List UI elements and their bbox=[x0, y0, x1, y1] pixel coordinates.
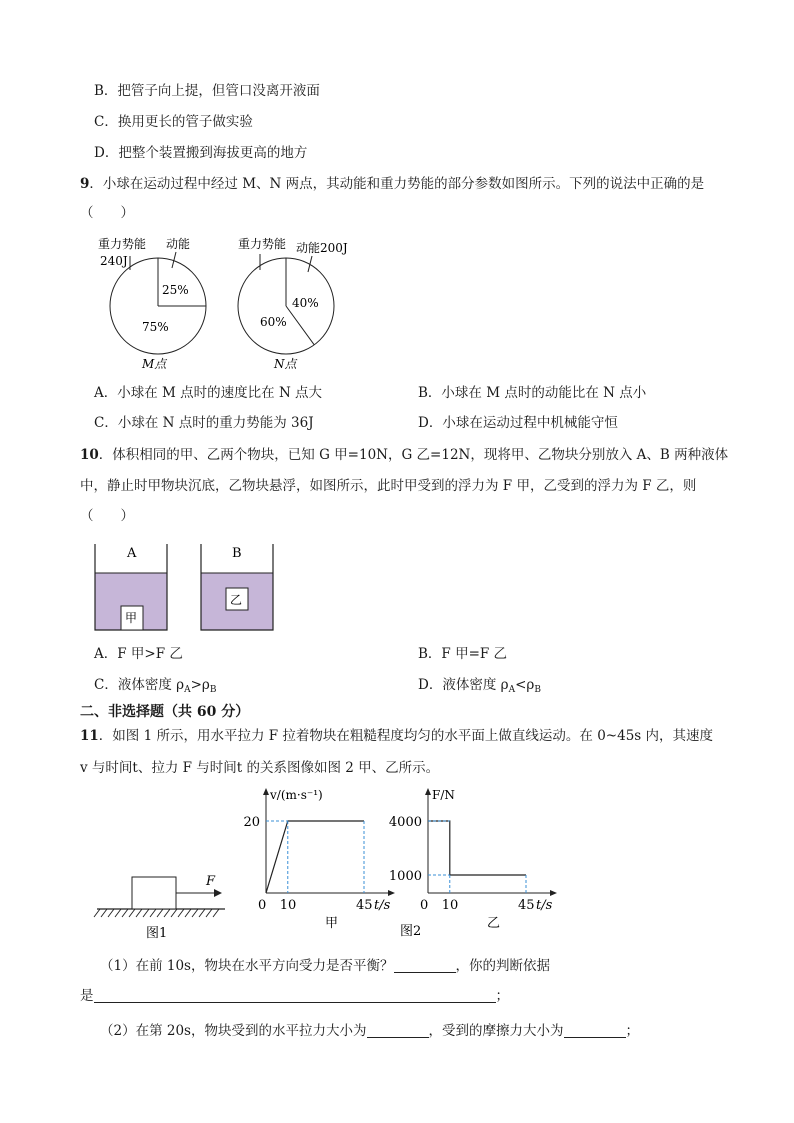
hatch-mark bbox=[171, 909, 177, 917]
q11-number: 11 bbox=[80, 728, 99, 744]
answer-blank-4[interactable] bbox=[564, 1023, 626, 1038]
force-label: F bbox=[206, 874, 216, 889]
q9-stem-text: ．小球在运动过程中经过 M、N 两点，其动能和重力势能的部分参数如图所示。下列的说法中正确的是 bbox=[89, 176, 705, 192]
pie-m-ke-pct: 25% bbox=[162, 283, 189, 297]
q11-line1 bbox=[80, 727, 713, 745]
hatch-mark bbox=[129, 909, 135, 917]
q10-option-b: B．F 甲=F 乙 bbox=[418, 646, 508, 662]
q11-fig2 bbox=[230, 785, 570, 947]
pie-n bbox=[238, 236, 348, 371]
hatch-mark bbox=[101, 909, 107, 917]
hatch-mark bbox=[164, 909, 170, 917]
hatch-mark bbox=[192, 909, 198, 917]
pie-m-ke-label: 动能 bbox=[166, 237, 191, 251]
section-heading: 二、非选择题（共 60 分） bbox=[80, 704, 250, 720]
q9-number: 9 bbox=[80, 176, 90, 192]
q9-pie-figure bbox=[90, 230, 370, 378]
hatch-mark bbox=[143, 909, 149, 917]
pie-m-ke-slice bbox=[158, 258, 206, 306]
q8-option-d: D．把整个装置搬到海拔更高的地方 bbox=[94, 145, 308, 161]
answer-blank-2[interactable] bbox=[94, 988, 496, 1003]
q10-line1-text: ．体积相同的甲、乙两个物块，已知 G 甲=10N，G 乙=12N，现将甲、乙物块分别放入 A、B 两种液体 bbox=[98, 447, 729, 463]
answer-blank-1[interactable] bbox=[394, 958, 456, 973]
ft-x-tick: 45 bbox=[518, 898, 535, 913]
q10-line1 bbox=[80, 446, 728, 464]
hatch-mark bbox=[136, 909, 142, 917]
hatch-mark bbox=[115, 909, 121, 917]
force-arrow-head bbox=[214, 889, 222, 897]
hatch-mark bbox=[122, 909, 128, 917]
beaker-a-label: A bbox=[127, 546, 137, 561]
q11-fig1 bbox=[92, 860, 232, 942]
pie-n-caption: N点 bbox=[274, 357, 297, 371]
fig1-caption: 图1 bbox=[146, 926, 168, 941]
vt-x-label: t/s bbox=[374, 898, 391, 913]
ground-hatch bbox=[94, 909, 219, 917]
q9-stem bbox=[80, 175, 704, 193]
beaker-b-label: B bbox=[232, 546, 242, 561]
hatch-mark bbox=[108, 909, 114, 917]
ft-x-tick: 0 bbox=[420, 898, 429, 913]
vt-y-tick: 20 bbox=[243, 815, 260, 830]
hatch-mark bbox=[157, 909, 163, 917]
vt-y-label: v/(m·s⁻¹) bbox=[270, 788, 323, 802]
vt-x-tick: 10 bbox=[279, 898, 297, 913]
q10-number: 10 bbox=[80, 447, 99, 463]
q10-beakers-figure bbox=[90, 540, 280, 632]
q9-option-b: B．小球在 M 点时的动能比在 N 点小 bbox=[418, 385, 647, 401]
block-yi-label: 乙 bbox=[230, 593, 243, 607]
hatch-mark bbox=[178, 909, 184, 917]
pie-m-pe-pct: 75% bbox=[142, 320, 169, 334]
pie-m bbox=[98, 236, 206, 371]
ft-series-line bbox=[428, 821, 526, 875]
ft-y-tick: 4000 bbox=[388, 815, 422, 830]
q9-option-a: A．小球在 M 点时的速度比在 N 点大 bbox=[94, 385, 323, 401]
hatch-mark bbox=[206, 909, 212, 917]
q11-sub2: （2）在第 20s，物块受到的水平拉力大小为 ，受到的摩擦力大小为 ； bbox=[100, 1023, 639, 1039]
block-jia-label: 甲 bbox=[125, 611, 138, 625]
pie-m-caption: M点 bbox=[142, 357, 167, 371]
q8-option-c: C．换用更长的管子做实验 bbox=[94, 114, 253, 130]
q8-option-b: B．把管子向上提，但管口没离开液面 bbox=[94, 83, 320, 99]
hatch-mark bbox=[94, 909, 100, 917]
q11-sub1-cont: 是 ； bbox=[80, 988, 509, 1004]
velocity-time-chart bbox=[243, 788, 392, 931]
q9-option-c: C．小球在 N 点时的重力势能为 36J bbox=[94, 415, 314, 431]
ft-title: 乙 bbox=[487, 916, 501, 931]
q10-option-d: D．液体密度 $\rho_A<\rho_B$ bbox=[418, 677, 541, 695]
hatch-mark bbox=[150, 909, 156, 917]
beaker-a bbox=[95, 544, 167, 630]
q11-line1-text: ．如图 1 所示，用水平拉力 F 拉着物块在粗糙程度均匀的水平面上做直线运动。在 0~45s 内，其速度 bbox=[98, 728, 714, 744]
q10-option-a: A．F 甲>F 乙 bbox=[94, 646, 183, 662]
fig2-caption: 图2 bbox=[400, 924, 422, 939]
ft-x-label: t/s bbox=[536, 898, 553, 913]
q9-paren: （ ） bbox=[80, 205, 134, 221]
answer-blank-3[interactable] bbox=[367, 1023, 429, 1038]
q9-option-d: D．小球在运动过程中机械能守恒 bbox=[418, 415, 618, 431]
q10-line2: 中，静止时甲物块沉底，乙物块悬浮，如图所示，此时甲受到的浮力为 F 甲，乙受到的浮力为 F 乙，则 bbox=[80, 478, 697, 494]
q10-paren: （ ） bbox=[80, 508, 134, 524]
pie-m-pe-label: 重力势能 bbox=[98, 237, 147, 251]
pie-m-pe-value: 240J bbox=[100, 254, 128, 268]
pie-n-ke-label: 动能200J bbox=[296, 241, 348, 255]
block bbox=[132, 877, 176, 909]
pie-n-ke-pct: 40% bbox=[292, 296, 319, 310]
vt-title: 甲 bbox=[325, 916, 339, 931]
vt-x-tick: 45 bbox=[356, 898, 373, 913]
hatch-mark bbox=[213, 909, 219, 917]
q11-sub1: （1）在前 10s，物块在水平方向受力是否平衡？ ，你的判断依据 bbox=[100, 958, 550, 974]
pie-n-pe-pct: 60% bbox=[260, 315, 287, 329]
vt-x-tick: 0 bbox=[258, 898, 267, 913]
q10-option-c: C．液体密度 $\rho_A>\rho_B$ bbox=[94, 677, 217, 695]
force-time-chart bbox=[389, 788, 554, 931]
ft-y-label: F/N bbox=[432, 788, 455, 802]
ft-y-tick: 1000 bbox=[388, 869, 422, 884]
hatch-mark bbox=[199, 909, 205, 917]
ft-x-tick: 10 bbox=[441, 898, 459, 913]
q11-line2: v 与时间t、拉力 F 与时间t 的关系图像如图 2 甲、乙所示。 bbox=[80, 760, 440, 776]
pie-n-pe-label: 重力势能 bbox=[238, 237, 287, 251]
hatch-mark bbox=[185, 909, 191, 917]
beaker-b bbox=[201, 544, 273, 630]
vt-series-line bbox=[266, 821, 364, 893]
